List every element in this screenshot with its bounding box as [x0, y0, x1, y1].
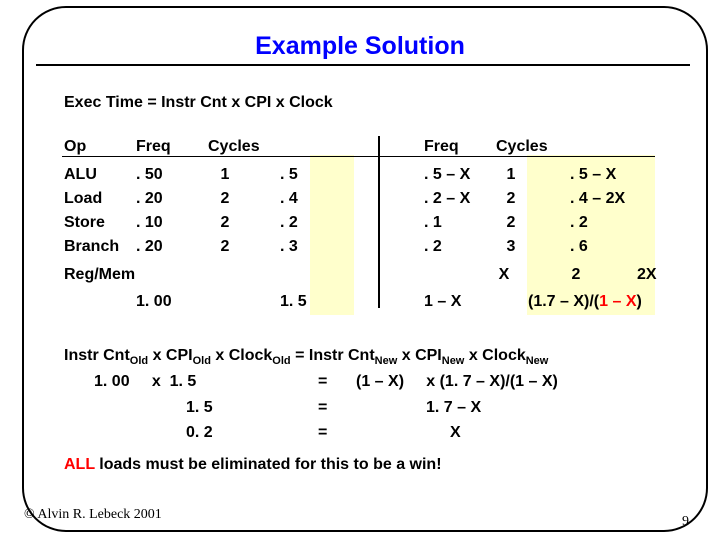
- equation-line-1: Instr Cnt$_{Old}$ x $CPI_{Old}$ x Clock$_{Old}$ = Instr Cnt$_{New}$ x $CPI_{New}$ x Clock$_{New}$: [64, 347, 549, 367]
- op-cell: Branch: [64, 238, 120, 255]
- freq-cell: . 50: [136, 166, 163, 183]
- product-cell: . 5 – X: [570, 166, 617, 183]
- page-number: 9: [682, 514, 689, 529]
- product-cell: . 2: [280, 214, 298, 231]
- header-cycles: Cycles: [208, 138, 260, 155]
- freq-cell: . 20: [136, 190, 163, 207]
- title-rule: [36, 64, 690, 66]
- equation-line-2-left: 1. 00 x 1. 5: [94, 373, 197, 390]
- product-cell: . 5: [280, 166, 298, 183]
- equation-line-3-left: 1. 5: [186, 399, 213, 416]
- table-divider: [378, 136, 380, 308]
- left-total-freq: 1. 00: [136, 293, 172, 310]
- copyright-footer: © Alvin R. Lebeck 2001: [24, 507, 162, 522]
- right-total-product: (1.7 – X)/(1 – X): [528, 293, 642, 310]
- conclusion-text: ALL loads must be eliminated for this to be a win!: [64, 456, 442, 473]
- regmem-product: 2X: [637, 266, 657, 283]
- header-freq: Freq: [424, 138, 459, 155]
- left-highlight-column: [310, 155, 354, 315]
- regmem-label: Reg/Mem: [64, 266, 136, 283]
- regmem-mid: 2: [571, 266, 581, 283]
- cycles-cell: 3: [506, 238, 516, 255]
- equation-line-4-eq: =: [318, 424, 328, 441]
- cycles-cell: 1: [506, 166, 516, 183]
- right-total-freq: 1 – X: [424, 293, 462, 310]
- freq-cell: . 20: [136, 238, 163, 255]
- cycles-cell: 2: [506, 190, 516, 207]
- header-op: Op: [64, 138, 87, 155]
- equation-line-4-right: X: [450, 424, 461, 441]
- op-cell: ALU: [64, 166, 97, 183]
- op-cell: Store: [64, 214, 105, 231]
- product-cell: . 2: [570, 214, 588, 231]
- product-cell: . 6: [570, 238, 588, 255]
- freq-cell: . 2 – X: [424, 190, 471, 207]
- cycles-cell: 2: [220, 190, 230, 207]
- freq-cell: . 10: [136, 214, 163, 231]
- cycles-cell: 1: [220, 166, 230, 183]
- regmem-cycles: X: [498, 266, 510, 283]
- slide-title: Example Solution: [255, 32, 465, 60]
- cycles-cell: 2: [506, 214, 516, 231]
- cycles-cell: 2: [220, 214, 230, 231]
- freq-cell: . 5 – X: [424, 166, 471, 183]
- equation-line-4-left: 0. 2: [186, 424, 213, 441]
- product-cell: . 4: [280, 190, 298, 207]
- header-cycles: Cycles: [496, 138, 548, 155]
- freq-cell: . 2: [424, 238, 442, 255]
- equation-line-2-right: (1 – X) x (1. 7 – X)/(1 – X): [356, 373, 558, 390]
- freq-cell: . 1: [424, 214, 442, 231]
- op-cell: Load: [64, 190, 103, 207]
- equation-line-3-eq: =: [318, 399, 328, 416]
- product-cell: . 4 – 2X: [570, 190, 626, 207]
- cycles-cell: 2: [220, 238, 230, 255]
- equation-line-3-right: 1. 7 – X: [426, 399, 482, 416]
- product-cell: . 3: [280, 238, 298, 255]
- header-freq: Freq: [136, 138, 171, 155]
- exec-time-formula: Exec Time = Instr Cnt x CPI x Clock: [64, 94, 333, 111]
- equation-line-2-eq: =: [318, 373, 328, 390]
- left-total-product: 1. 5: [280, 293, 307, 310]
